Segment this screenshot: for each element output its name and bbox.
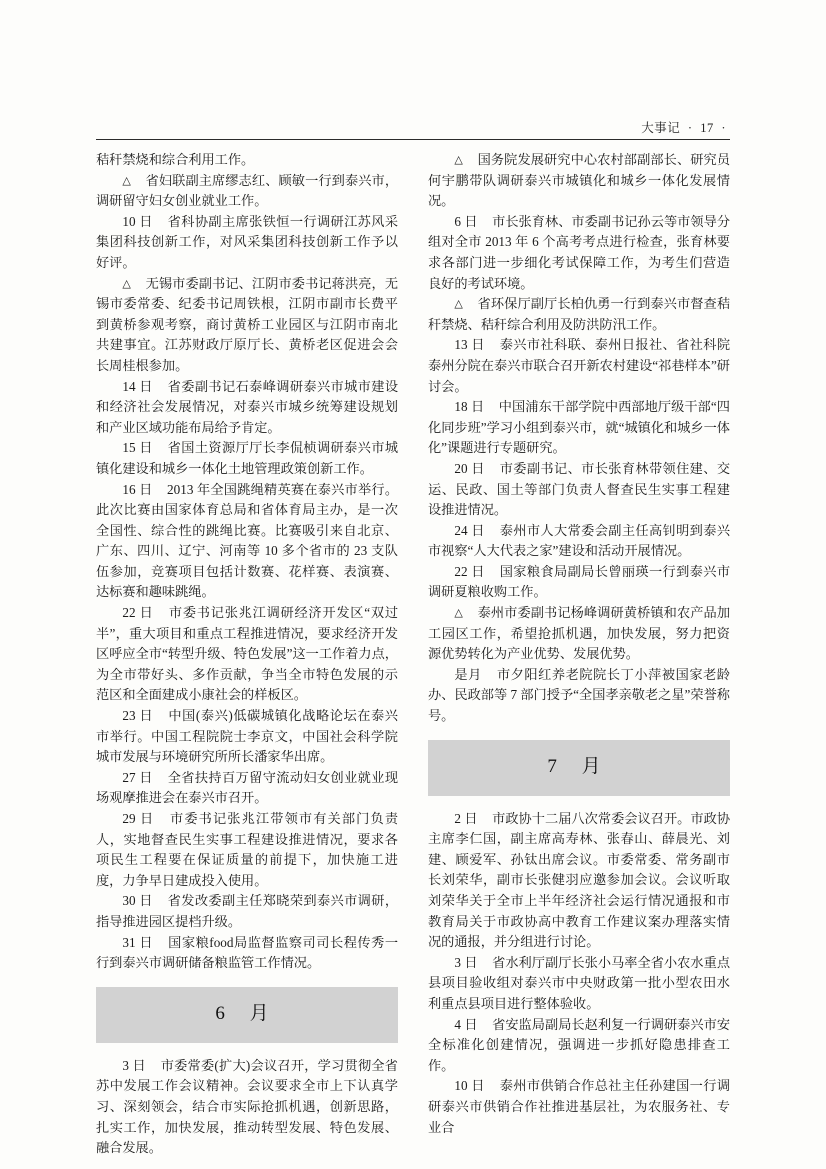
paragraph bbox=[96, 768, 398, 809]
paragraph bbox=[96, 809, 398, 891]
date-marker: 13 日 bbox=[454, 337, 485, 353]
paragraph bbox=[428, 953, 730, 1015]
date-marker: 24 日 bbox=[454, 522, 485, 538]
date-marker: 10 日 bbox=[454, 1078, 485, 1094]
paragraph bbox=[428, 212, 730, 294]
month-banner-label: 7 月 bbox=[547, 756, 611, 778]
paragraph-text: 无锡市委副书记、江阴市委书记蒋洪亮，无锡市委常委、纪委书记周铁根，江阴市副市长费平到黄桥参观考察，商讨黄桥工业园区与江阴市南北共建事宜。江苏财政厅原厅长、黄桥老区促进会会长周桂根参加。 bbox=[96, 275, 399, 373]
date-marker: 3 日 bbox=[122, 1057, 146, 1073]
page-number: 17 bbox=[700, 121, 714, 135]
paragraph bbox=[96, 212, 398, 274]
paragraph-text: 省国土资源厅厅长李侃桢调研泰兴市城镇化建设和城乡一体化土地管理政策创新工作。 bbox=[96, 440, 399, 476]
paragraph-text: 市委副书记、市长张育林带领住建、交运、民政、国土等部门负责人督查民生实事工程建设推进情况。 bbox=[428, 460, 731, 518]
paragraph-text: 省安监局副局长赵利复一行调研泰兴市安全标准化创建情况，强调进一步抓好隐患排查工作。 bbox=[428, 1016, 731, 1073]
date-marker: 6 日 bbox=[454, 213, 478, 229]
date-marker: 30 日 bbox=[122, 893, 153, 909]
running-head-separator-left: · bbox=[687, 121, 693, 135]
running-head-separator-right: · bbox=[721, 121, 726, 135]
right-column bbox=[428, 150, 731, 1135]
month-banner-july bbox=[428, 740, 730, 796]
date-marker: 2 日 bbox=[454, 810, 478, 826]
paragraph-text: 国务院发展研究中心农村部副部长、研究员何宇鹏带队调研泰兴市城镇化和城乡一体化发展情况。 bbox=[428, 152, 731, 209]
left-column bbox=[96, 150, 399, 1156]
paragraph-text: 省水利厅副厅长张小马率全省小农水重点县项目验收组对泰兴市中央财政第一批小型农田水利重点县项目进行整体验收。 bbox=[428, 954, 731, 1011]
paragraph bbox=[96, 603, 398, 706]
triangle-marker-icon: △ bbox=[454, 607, 463, 620]
paragraph bbox=[96, 1056, 398, 1159]
paragraph-text: 秸秆禁烧和综合利用工作。 bbox=[96, 152, 255, 167]
date-marker: 4 日 bbox=[454, 1016, 478, 1032]
paragraph-text: 中国浦东干部学院中西部地厅级干部“四化同步班”学习小组到泰兴市，就“城镇化和城乡一体化”课题进行专题研究。 bbox=[428, 399, 730, 456]
date-marker: 18 日 bbox=[454, 399, 485, 415]
paragraph bbox=[96, 377, 398, 439]
date-marker: 20 日 bbox=[454, 460, 485, 476]
paragraph bbox=[428, 1015, 730, 1077]
paragraph bbox=[428, 335, 730, 397]
month-banner-june bbox=[96, 987, 398, 1043]
paragraph bbox=[428, 1076, 730, 1138]
paragraph bbox=[428, 521, 730, 562]
paragraph-text: 省妇联副主席缪志红、顾敏一行到泰兴市，调研留守妇女创业就业工作。 bbox=[96, 172, 399, 209]
date-marker: 23 日 bbox=[122, 708, 154, 724]
month-banner-label: 6 月 bbox=[215, 1003, 279, 1025]
date-marker: 14 日 bbox=[122, 378, 153, 394]
triangle-marker-icon: △ bbox=[122, 174, 131, 187]
paragraph-text: 泰州市委副书记杨峰调研黄桥镇和农产品加工园区工作，希望抢抓机遇，加快发展，努力把资源优势转化为产业优势、发展优势。 bbox=[428, 605, 731, 662]
paragraph bbox=[428, 397, 730, 459]
date-marker: 15 日 bbox=[122, 440, 153, 456]
paragraph-text: 泰州市人大常委会副主任高钊明到泰兴市视察“人大代表之家”建设和活动开展情况。 bbox=[428, 522, 731, 559]
date-marker: 16 日 bbox=[122, 481, 153, 497]
paragraph-text: 省环保厅副厅长柏仇勇一行到泰兴市督查秸秆禁烧、秸秆综合利用及防洪防汛工作。 bbox=[428, 296, 731, 332]
paragraph-text: 中国(泰兴)低碳城镇化战略论坛在泰兴市举行。中国工程院院士李京文，中国社会科学院城市发展与环境研究所所长潘家华出席。 bbox=[96, 708, 398, 765]
date-marker: 10 日 bbox=[122, 213, 153, 229]
running-head bbox=[641, 118, 730, 136]
paragraph bbox=[428, 150, 730, 212]
paragraph bbox=[96, 933, 398, 974]
paragraph-text: 省委副书记石泰峰调研泰兴市城市建设和经济社会发展情况，对泰兴市城乡统筹建设规划和产业区域功能布局给予肯定。 bbox=[96, 378, 399, 435]
triangle-marker-icon: △ bbox=[454, 154, 463, 166]
paragraph-text: 2013 年全国跳绳精英赛在泰兴市举行。此次比赛由国家体育总局和省体育局主办，是一次全国性、综合性的跳绳比赛。比赛吸引来自北京、广东、四川、辽宁、河南等 10 多个省市的 23 支队伍参加，竞赛项目包括计数赛、花样赛、表演赛、达标赛和趣味跳绳。 bbox=[96, 481, 399, 600]
date-marker: 29 日 bbox=[122, 811, 155, 826]
date-marker: 27 日 bbox=[122, 769, 153, 785]
paragraph-text: 市委书记张兆江调研经济开发区“双过半”，重大项目和重点工程推进情况，要求经济开发区呼应全市“转型升级、特色发展”这一工作着力点，为全市带好头、多作贡献，争当全市特色发展的示范区和全面建成小康社会的样板区。 bbox=[96, 605, 399, 703]
paragraph bbox=[428, 294, 730, 335]
header-rule bbox=[96, 139, 730, 140]
paragraph bbox=[428, 665, 730, 727]
paragraph-text: 省发改委副主任郑晓荣到泰兴市调研，指导推进园区提档升级。 bbox=[96, 893, 399, 929]
paragraph bbox=[96, 480, 398, 604]
paragraph-text: 泰兴市社科联、泰州日报社、省社科院泰州分院在泰兴市联合召开新农村建设“祁巷样本”研讨会。 bbox=[428, 337, 731, 394]
paragraph bbox=[96, 706, 398, 768]
paragraph bbox=[428, 562, 730, 603]
running-head-title: 大事记 bbox=[641, 121, 681, 135]
date-marker: 22 日 bbox=[122, 605, 154, 621]
paragraph-text: 全省扶持百万留守流动妇女创业就业现场观摩推进会在泰兴市召开。 bbox=[96, 769, 399, 806]
date-marker: 22 日 bbox=[454, 563, 485, 579]
paragraph bbox=[428, 603, 730, 665]
paragraph-text: 国家粮食局副局长曾丽瑛一行到泰兴市调研夏粮收购工作。 bbox=[428, 563, 731, 600]
paragraph-text: 市委书记张兆江带领市有关部门负责人，实地督查民生实事工程建设推进情况，要求各项民生工程要在保证质量的前提下，加快施工进度，力争早日建成投入使用。 bbox=[96, 811, 399, 888]
paragraph-text: 市政协十二届八次常委会议召开。市政协主席李仁国，副主席高寿林、张春山、薛晨光、刘建、顾爱军、孙钛出席会议。市委常委、常务副市长刘荣华，副市长张健羽应邀参加会议。会议听取刘荣华关于全市上半年经济社会运行情况通报和市教育局关于市政协高中教育工作建议案办理落实情况的通报，并分组进行讨论。 bbox=[428, 810, 731, 950]
paragraph-text: 市委常委(扩大)会议召开，学习贯彻全省苏中发展工作会议精神。会议要求全市上下认真学习、深刻领会，结合市实际抢抓机遇，创新思路，扎实工作，加快发展，推动转型发展、特色发展、融合发展。 bbox=[96, 1057, 398, 1156]
paragraph bbox=[428, 459, 730, 521]
paragraph-text: 泰州市供销合作总社主任孙建国一行调研泰兴市供销合作社推进基层社，为农服务社、专业合 bbox=[428, 1078, 731, 1135]
date-marker: 31 日 bbox=[122, 934, 154, 950]
date-marker: 3 日 bbox=[454, 954, 478, 970]
date-marker: 是月 bbox=[454, 666, 482, 682]
body-columns bbox=[96, 150, 731, 1156]
paragraph-text: 市长张育林、市委副书记孙云等市领导分组对全市 2013 年 6 个高考考点进行检查，张育林要求各部门进一步细化考试保障工作，为考生们营造良好的考试环境。 bbox=[428, 213, 731, 291]
paragraph-text: 市夕阳红养老院院长丁小萍被国家老龄办、民政部等 7 部门授予“全国孝亲敬老之星”荣誉称号。 bbox=[428, 666, 730, 724]
triangle-marker-icon: △ bbox=[454, 298, 463, 311]
paragraph bbox=[428, 809, 730, 953]
paragraph bbox=[96, 891, 398, 932]
triangle-marker-icon: △ bbox=[122, 277, 131, 290]
paragraph bbox=[96, 438, 398, 479]
paragraph-text: 省科协副主席张铁恒一行调研江苏风采集团科技创新工作，对风采集团科技创新工作予以好评。 bbox=[96, 213, 399, 270]
paragraph bbox=[96, 274, 398, 377]
paragraph bbox=[96, 150, 398, 171]
paragraph-text: 国家粮food局监督监察司司长程传秀一行到泰兴市调研储备粮监管工作情况。 bbox=[96, 934, 399, 971]
paragraph bbox=[96, 171, 398, 212]
